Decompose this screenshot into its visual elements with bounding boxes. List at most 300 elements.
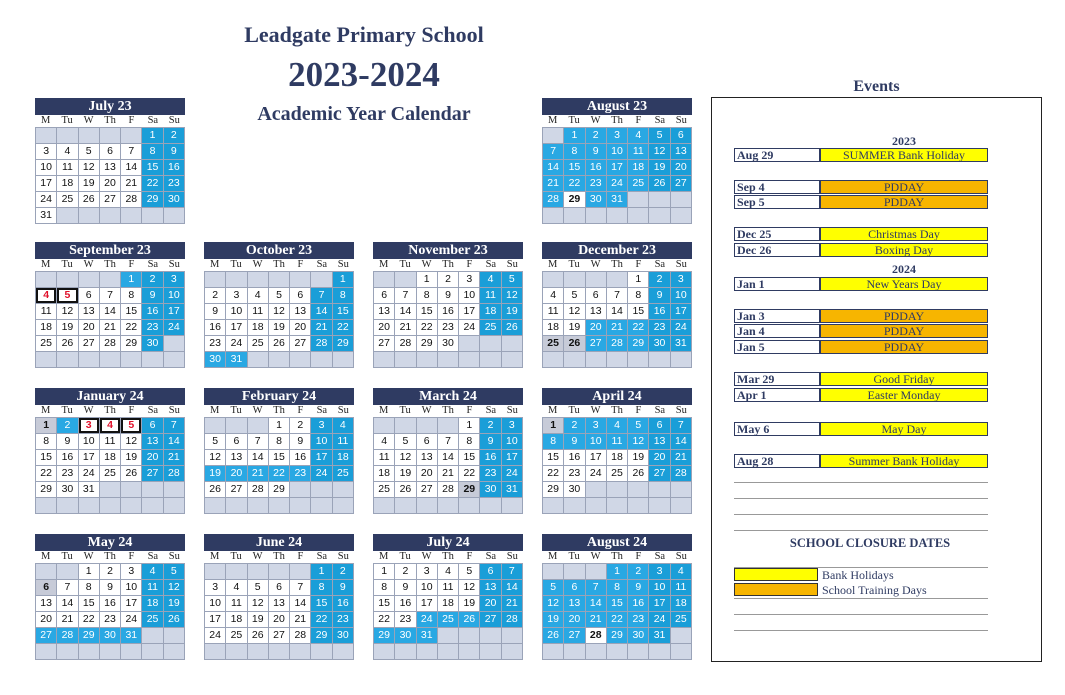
empty-cell: [57, 128, 77, 143]
day-cell: 28: [543, 192, 563, 207]
day-cell: 17: [164, 304, 184, 319]
day-cell: 6: [290, 288, 310, 303]
day-cell: 4: [142, 564, 162, 579]
day-cell: 17: [459, 304, 479, 319]
day-cell: 7: [438, 434, 458, 449]
empty-cell: [607, 272, 627, 287]
month-calendar: [542, 534, 692, 660]
day-cell: 26: [459, 612, 479, 627]
empty-cell: [502, 352, 522, 367]
day-cell: 28: [607, 336, 627, 351]
day-cell: 20: [564, 612, 584, 627]
weekday-label: Su: [675, 405, 687, 416]
day-cell: 9: [100, 580, 120, 595]
day-cell: 15: [79, 596, 99, 611]
event-row: [734, 324, 988, 338]
day-cell: 20: [417, 466, 437, 481]
calendar-subtitle: Academic Year Calendar: [257, 103, 471, 125]
day-cell: 8: [543, 434, 563, 449]
events-title: Events: [853, 78, 900, 95]
day-cell: 3: [586, 418, 606, 433]
day-cell: 14: [502, 580, 522, 595]
empty-cell: [480, 498, 500, 513]
weekday-label: W: [421, 551, 432, 562]
day-cell: 7: [395, 288, 415, 303]
empty-cell: [628, 352, 648, 367]
empty-cell: [649, 644, 669, 659]
day-cell: 12: [564, 304, 584, 319]
day-cell: 15: [607, 596, 627, 611]
month-calendar: [204, 388, 354, 514]
day-cell: 19: [502, 304, 522, 319]
day-cell: 30: [57, 482, 77, 497]
weekday-header: [35, 405, 185, 417]
weekday-label: W: [83, 115, 94, 126]
day-cell: 31: [607, 192, 627, 207]
empty-cell: [121, 208, 141, 223]
weekday-label: Sa: [485, 259, 497, 270]
event-name: Boxing Day: [820, 243, 988, 257]
day-cell: 27: [671, 176, 691, 191]
empty-cell: [79, 128, 99, 143]
day-cell: 22: [417, 320, 437, 335]
empty-cell: [649, 352, 669, 367]
day-cell: 18: [226, 612, 246, 627]
day-cell: 27: [417, 482, 437, 497]
month-title: February 24: [204, 388, 354, 405]
empty-cell: [205, 498, 225, 513]
day-cell: 1: [142, 128, 162, 143]
day-cell: 6: [480, 564, 500, 579]
weekday-label: Th: [611, 115, 623, 126]
blank-line: [734, 530, 988, 531]
empty-cell: [586, 644, 606, 659]
month-calendar: [204, 242, 354, 368]
day-cell: 25: [438, 612, 458, 627]
day-grid: [542, 127, 692, 224]
day-cell: 14: [543, 160, 563, 175]
day-cell: 10: [36, 160, 56, 175]
day-cell: 30: [438, 336, 458, 351]
weekday-label: W: [590, 551, 601, 562]
empty-cell: [564, 498, 584, 513]
day-cell: 24: [459, 320, 479, 335]
day-cell: 26: [57, 336, 77, 351]
day-cell: 21: [164, 450, 184, 465]
empty-cell: [36, 272, 56, 287]
day-cell: 29: [564, 192, 584, 207]
day-cell: 19: [459, 596, 479, 611]
empty-cell: [564, 644, 584, 659]
day-cell: 10: [586, 434, 606, 449]
day-grid: [542, 271, 692, 368]
day-cell: 2: [164, 128, 184, 143]
day-cell: 12: [57, 304, 77, 319]
day-grid: [204, 417, 354, 514]
weekday-label: Sa: [147, 259, 159, 270]
day-cell: 22: [628, 320, 648, 335]
day-cell: 22: [269, 466, 289, 481]
month-title: January 24: [35, 388, 185, 405]
day-cell: 11: [543, 304, 563, 319]
day-grid: [204, 563, 354, 660]
day-cell: 27: [564, 628, 584, 643]
day-cell: 29: [142, 192, 162, 207]
day-cell: 3: [649, 564, 669, 579]
day-cell: 23: [57, 466, 77, 481]
day-cell: 2: [628, 564, 648, 579]
empty-cell: [290, 482, 310, 497]
day-cell: 17: [607, 160, 627, 175]
weekday-label: Th: [442, 259, 454, 270]
day-cell: 17: [205, 612, 225, 627]
weekday-label: Th: [104, 405, 116, 416]
empty-cell: [649, 208, 669, 223]
day-cell: 26: [205, 482, 225, 497]
empty-cell: [36, 498, 56, 513]
event-name: SUMMER Bank Holiday: [820, 148, 988, 162]
empty-cell: [417, 644, 437, 659]
day-cell: 11: [480, 288, 500, 303]
weekday-label: F: [635, 405, 642, 416]
day-cell: 29: [121, 336, 141, 351]
day-cell: 7: [100, 288, 120, 303]
empty-cell: [417, 352, 437, 367]
day-cell: 16: [586, 160, 606, 175]
empty-cell: [142, 352, 162, 367]
empty-cell: [100, 352, 120, 367]
weekday-label: Tu: [568, 115, 580, 126]
day-cell: 21: [248, 466, 268, 481]
day-cell: 15: [417, 304, 437, 319]
weekday-label: F: [297, 259, 304, 270]
day-cell: 7: [311, 288, 331, 303]
empty-cell: [628, 192, 648, 207]
weekday-label: Tu: [399, 551, 411, 562]
day-cell: 22: [311, 612, 331, 627]
event-row: [734, 148, 988, 162]
day-cell: 29: [417, 336, 437, 351]
empty-cell: [333, 352, 353, 367]
weekday-label: W: [421, 259, 432, 270]
day-cell: 2: [290, 418, 310, 433]
day-cell: 27: [79, 336, 99, 351]
month-calendar: [542, 242, 692, 368]
day-cell: 24: [164, 320, 184, 335]
day-cell: 18: [671, 596, 691, 611]
day-cell: 5: [164, 564, 184, 579]
day-cell: 10: [417, 580, 437, 595]
day-cell: 21: [671, 450, 691, 465]
day-cell: 6: [671, 128, 691, 143]
day-cell: 22: [564, 176, 584, 191]
month-calendar: [373, 242, 523, 368]
day-cell: 19: [543, 612, 563, 627]
empty-cell: [671, 482, 691, 497]
weekday-label: Th: [611, 551, 623, 562]
weekday-label: Sa: [147, 115, 159, 126]
day-grid: [542, 417, 692, 514]
event-name: Summer Bank Holiday: [820, 454, 988, 468]
day-cell: 10: [121, 580, 141, 595]
empty-cell: [226, 272, 246, 287]
weekday-label: Su: [675, 259, 687, 270]
legend-bank-label: Bank Holidays: [822, 568, 894, 582]
weekday-label: Su: [337, 259, 349, 270]
day-cell: 26: [79, 192, 99, 207]
day-cell: 1: [121, 272, 141, 287]
day-cell: 21: [586, 612, 606, 627]
empty-cell: [395, 498, 415, 513]
day-cell: 20: [142, 450, 162, 465]
empty-cell: [100, 644, 120, 659]
day-cell: 18: [438, 596, 458, 611]
day-cell: 28: [586, 628, 606, 643]
day-cell: 18: [142, 596, 162, 611]
day-cell: 29: [311, 628, 331, 643]
day-cell: 31: [649, 628, 669, 643]
day-cell: 1: [543, 418, 563, 433]
day-cell: 14: [164, 434, 184, 449]
empty-cell: [671, 192, 691, 207]
day-cell: 6: [226, 434, 246, 449]
day-cell: 15: [121, 304, 141, 319]
empty-cell: [205, 644, 225, 659]
weekday-label: Sa: [316, 405, 328, 416]
empty-cell: [290, 564, 310, 579]
day-cell: 4: [628, 128, 648, 143]
day-cell: 4: [333, 418, 353, 433]
day-cell: 11: [226, 596, 246, 611]
day-cell: 23: [100, 612, 120, 627]
day-cell: 30: [333, 628, 353, 643]
day-cell: 20: [649, 450, 669, 465]
day-cell: 25: [543, 336, 563, 351]
day-cell: 19: [649, 160, 669, 175]
day-cell: 6: [36, 580, 56, 595]
empty-cell: [290, 498, 310, 513]
event-name: Easter Monday: [820, 388, 988, 402]
weekday-label: Th: [104, 551, 116, 562]
empty-cell: [248, 498, 268, 513]
day-cell: 7: [671, 418, 691, 433]
day-cell: 9: [205, 304, 225, 319]
empty-cell: [311, 272, 331, 287]
day-cell: 13: [36, 596, 56, 611]
day-cell: 4: [543, 288, 563, 303]
day-cell: 5: [564, 288, 584, 303]
day-cell: 25: [57, 192, 77, 207]
day-cell: 5: [628, 418, 648, 433]
day-cell: 16: [564, 450, 584, 465]
day-cell: 14: [121, 160, 141, 175]
day-cell: 8: [142, 144, 162, 159]
event-date: Jan 3: [734, 309, 820, 323]
weekday-label: M: [210, 259, 220, 270]
empty-cell: [607, 352, 627, 367]
day-cell: 14: [57, 596, 77, 611]
empty-cell: [57, 272, 77, 287]
day-cell: 25: [607, 466, 627, 481]
day-cell: 1: [564, 128, 584, 143]
event-date: Sep 5: [734, 195, 820, 209]
day-cell: 14: [290, 596, 310, 611]
day-cell: 10: [205, 596, 225, 611]
day-cell: 29: [36, 482, 56, 497]
events-panel: [711, 97, 1042, 662]
day-cell: 13: [671, 144, 691, 159]
weekday-label: Su: [337, 405, 349, 416]
weekday-label: F: [297, 551, 304, 562]
day-cell: 21: [543, 176, 563, 191]
day-cell: 10: [79, 434, 99, 449]
event-row: [734, 309, 988, 323]
month-calendar: [373, 388, 523, 514]
event-name: PDDAY: [820, 340, 988, 354]
day-cell: 22: [607, 612, 627, 627]
day-cell: 3: [36, 144, 56, 159]
weekday-label: Sa: [147, 551, 159, 562]
day-cell: 6: [417, 434, 437, 449]
day-cell: 4: [248, 288, 268, 303]
day-cell: 8: [607, 580, 627, 595]
empty-cell: [395, 352, 415, 367]
month-calendar: [35, 98, 185, 224]
month-calendar: [373, 534, 523, 660]
empty-cell: [333, 498, 353, 513]
day-cell: 2: [480, 418, 500, 433]
weekday-label: F: [128, 405, 135, 416]
day-cell: 3: [607, 128, 627, 143]
day-cell: 17: [586, 450, 606, 465]
day-cell: 11: [607, 434, 627, 449]
weekday-label: Sa: [654, 405, 666, 416]
day-cell: 16: [649, 304, 669, 319]
weekday-header: [373, 551, 523, 563]
day-cell: 6: [649, 418, 669, 433]
weekday-label: M: [379, 259, 389, 270]
empty-cell: [417, 418, 437, 433]
month-calendar: [542, 98, 692, 224]
day-cell: 5: [269, 288, 289, 303]
day-cell: 27: [142, 466, 162, 481]
day-cell: 19: [57, 320, 77, 335]
empty-cell: [649, 498, 669, 513]
day-cell: 1: [79, 564, 99, 579]
day-cell: 19: [628, 450, 648, 465]
day-cell: 14: [311, 304, 331, 319]
day-grid: [373, 417, 523, 514]
day-cell: 28: [311, 336, 331, 351]
events-year-2024: 2024: [892, 262, 916, 276]
weekday-label: F: [297, 405, 304, 416]
day-cell: 14: [100, 304, 120, 319]
weekday-label: Sa: [654, 259, 666, 270]
weekday-label: Tu: [230, 405, 242, 416]
day-cell: 27: [269, 628, 289, 643]
day-cell: 23: [290, 466, 310, 481]
month-title: October 23: [204, 242, 354, 259]
empty-cell: [79, 208, 99, 223]
day-cell: 15: [142, 160, 162, 175]
school-name: Leadgate Primary School: [244, 22, 484, 47]
day-cell: 14: [438, 450, 458, 465]
event-date: Mar 29: [734, 372, 820, 386]
day-cell: 9: [564, 434, 584, 449]
weekday-header: [373, 259, 523, 271]
day-cell: 22: [459, 466, 479, 481]
day-cell: 15: [311, 596, 331, 611]
day-cell: 19: [164, 596, 184, 611]
day-cell: 26: [164, 612, 184, 627]
empty-cell: [607, 498, 627, 513]
empty-cell: [121, 498, 141, 513]
event-row: [734, 277, 988, 291]
empty-cell: [248, 644, 268, 659]
day-cell: 30: [395, 628, 415, 643]
day-cell: 19: [564, 320, 584, 335]
day-cell: 27: [290, 336, 310, 351]
day-cell: 15: [564, 160, 584, 175]
day-cell: 28: [100, 336, 120, 351]
day-cell: 22: [543, 466, 563, 481]
empty-cell: [543, 498, 563, 513]
day-cell: 12: [121, 434, 141, 449]
weekday-header: [204, 259, 354, 271]
day-cell: 31: [502, 482, 522, 497]
day-cell: 28: [290, 628, 310, 643]
event-row: [734, 243, 988, 257]
day-cell: 27: [36, 628, 56, 643]
empty-cell: [164, 336, 184, 351]
weekday-label: W: [590, 405, 601, 416]
empty-cell: [290, 272, 310, 287]
day-cell: 6: [374, 288, 394, 303]
event-name: May Day: [820, 422, 988, 436]
empty-cell: [586, 482, 606, 497]
event-date: Dec 26: [734, 243, 820, 257]
day-cell: 8: [269, 434, 289, 449]
day-cell: 2: [100, 564, 120, 579]
day-cell: 21: [311, 320, 331, 335]
day-cell: 19: [395, 466, 415, 481]
weekday-label: M: [548, 551, 558, 562]
day-cell: 10: [311, 434, 331, 449]
empty-cell: [502, 628, 522, 643]
day-cell: 25: [142, 612, 162, 627]
day-cell: 21: [607, 320, 627, 335]
empty-cell: [100, 498, 120, 513]
weekday-label: F: [635, 115, 642, 126]
empty-cell: [459, 336, 479, 351]
day-cell: 9: [142, 288, 162, 303]
day-cell: 3: [417, 564, 437, 579]
month-calendar: [542, 388, 692, 514]
day-cell: 23: [438, 320, 458, 335]
empty-cell: [290, 352, 310, 367]
empty-cell: [438, 352, 458, 367]
day-cell: 3: [226, 288, 246, 303]
day-cell: 11: [100, 434, 120, 449]
day-cell: 26: [564, 336, 584, 351]
weekday-label: Sa: [316, 551, 328, 562]
empty-cell: [164, 208, 184, 223]
day-cell: 14: [607, 304, 627, 319]
day-cell: 17: [79, 450, 99, 465]
weekday-label: Th: [442, 551, 454, 562]
month-title: July 24: [373, 534, 523, 551]
weekday-label: Tu: [399, 259, 411, 270]
